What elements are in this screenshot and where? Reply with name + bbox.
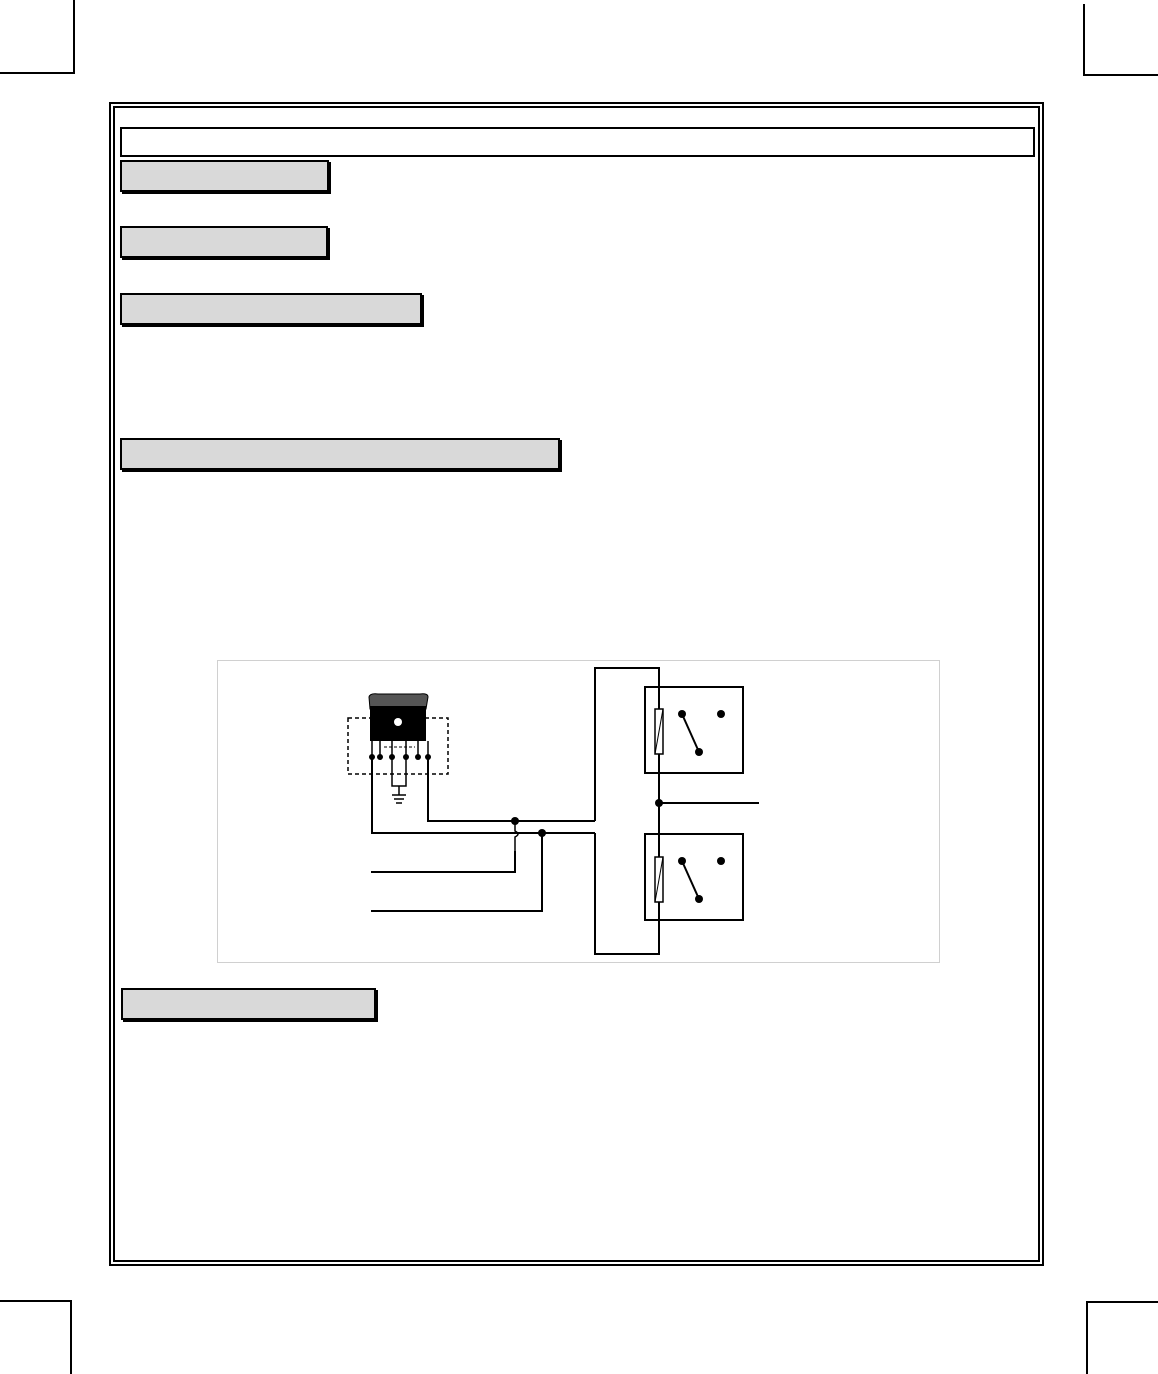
rocker-indicator-light [394,718,402,726]
crop-mark-bottom-right-vertical [1086,1301,1088,1374]
crop-mark-top-right-horizontal [1083,74,1158,76]
wiring-diagram-svg [218,661,941,964]
page-title-bar [120,127,1035,157]
section-header-3 [120,293,422,325]
section-header-5 [121,988,376,1020]
relay-upper [645,687,743,773]
wire-switch-to-upper-bus [428,757,595,821]
wire-crossover-hop [515,821,518,851]
relay-lower [645,834,743,920]
section-header-1 [120,160,329,192]
section-header-4 [120,438,560,470]
rocker-switch [369,694,428,747]
crop-mark-bottom-left-vertical [70,1300,72,1374]
wire-input-lead-1 [371,851,515,872]
crop-mark-bottom-left-horizontal [0,1300,72,1302]
crop-mark-top-right-vertical [1083,4,1085,76]
crop-mark-top-left-horizontal [0,72,75,74]
wiring-diagram [217,660,940,963]
junction-dots [511,799,663,837]
switch-terminals [369,754,431,760]
crop-mark-top-left-vertical [73,0,75,74]
section-header-2 [120,226,328,258]
crop-mark-bottom-right-horizontal [1086,1301,1158,1303]
ground-symbol [392,757,406,803]
